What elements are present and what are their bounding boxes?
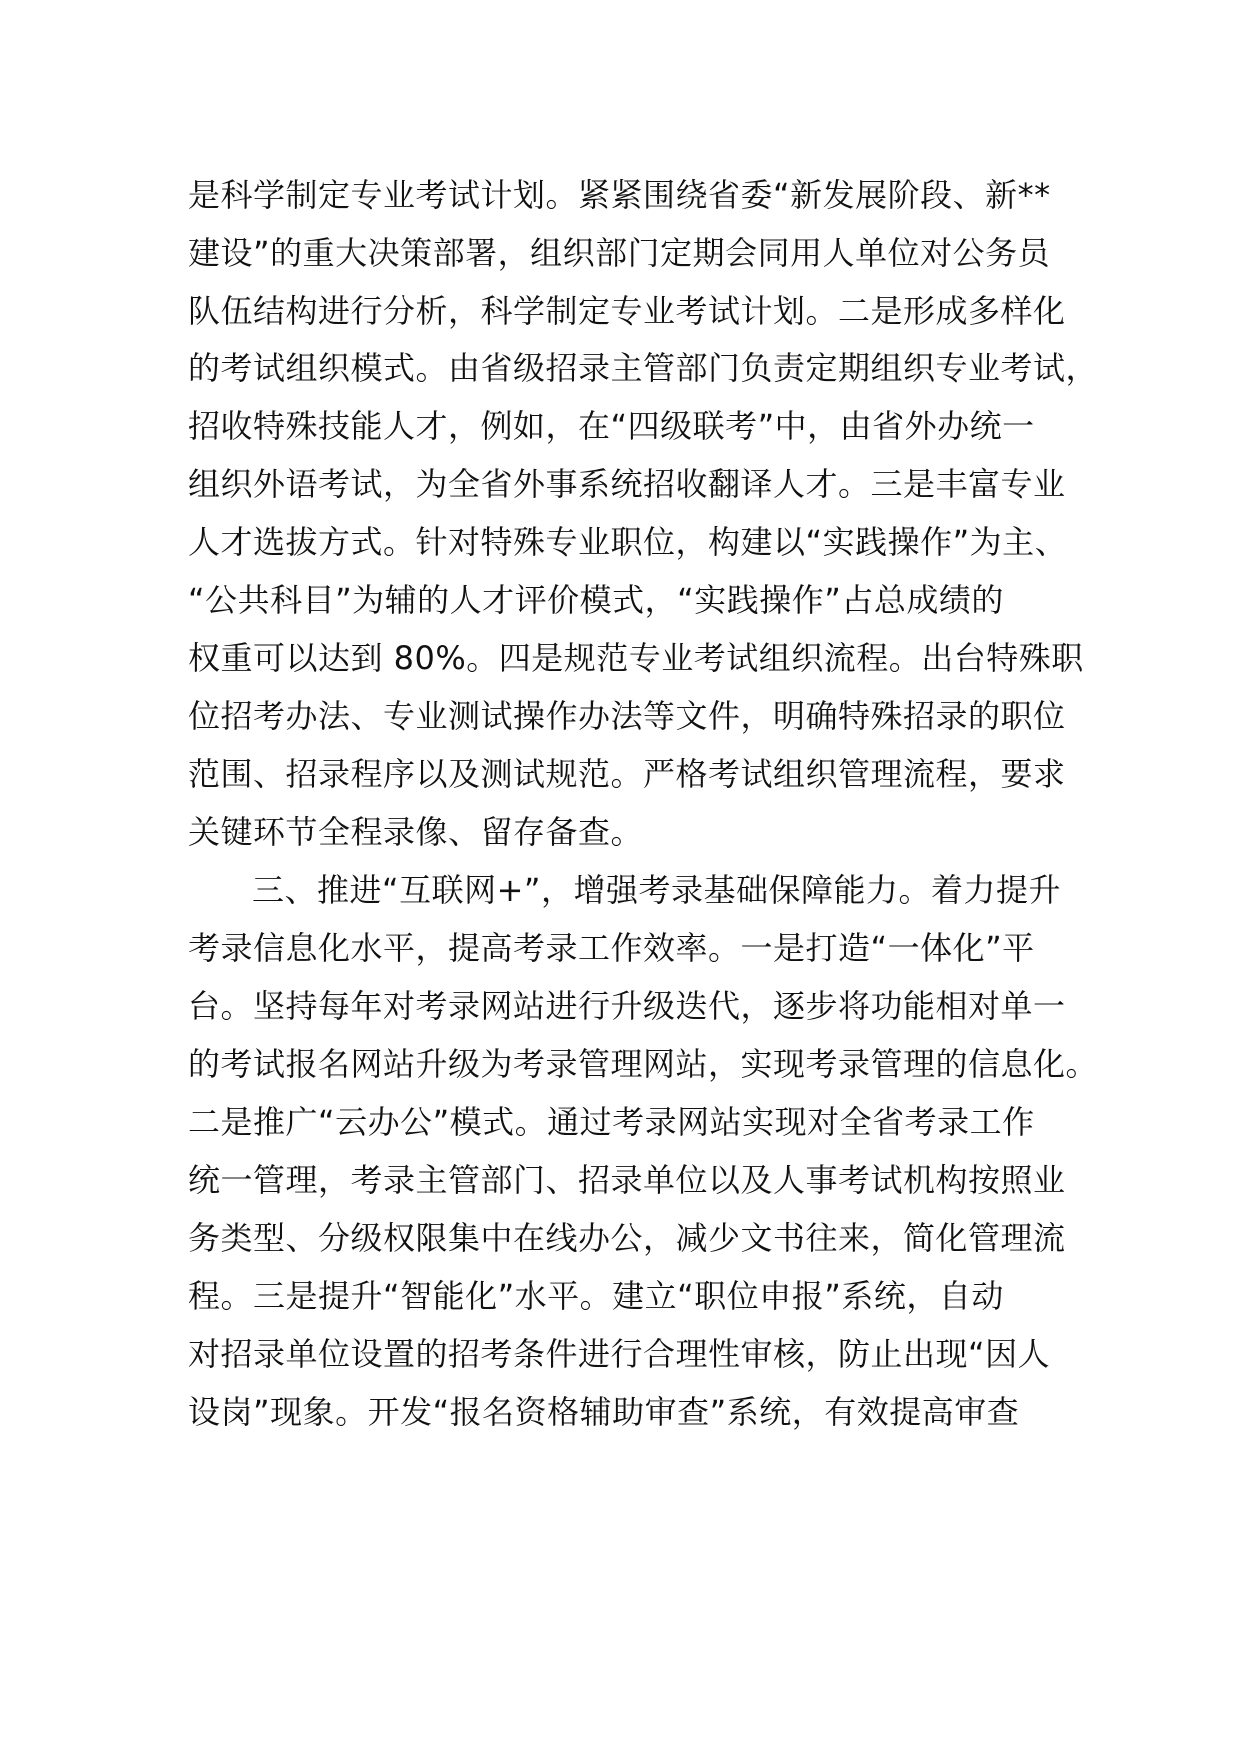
text-line: 台。坚持每年对考录网站进行升级迭代，逐步将功能相对单一 bbox=[188, 987, 1066, 1025]
text-line: 二是推广“云办公”模式。通过考录网站实现对全省考录工作 bbox=[188, 1103, 1035, 1141]
text-line: 关键环节全程录像、留存备查。 bbox=[188, 813, 644, 851]
text-line: 是科学制定专业考试计划。紧紧围绕省委“新发展阶段、新** bbox=[188, 176, 1051, 214]
text-line: 对招录单位设置的招考条件进行合理性审核，防止出现“因人 bbox=[188, 1335, 1051, 1373]
text-line: 权重可以达到 80%。四是规范专业考试组织流程。出台特殊职 bbox=[188, 639, 1084, 677]
text-line: 务类型、分级权限集中在线办公，减少文书往来，简化管理流 bbox=[188, 1219, 1066, 1257]
text-line: 招收特殊技能人才，例如，在“四级联考”中，由省外办统一 bbox=[188, 407, 1035, 445]
text-line: 人才选拔方式。针对特殊专业职位，构建以“实践操作”为主、 bbox=[188, 523, 1068, 561]
text-line: “公共科目”为辅的人才评价模式，“实践操作”占总成绩的 bbox=[188, 581, 1004, 619]
text-line: 程。三是提升“智能化”水平。建立“职位申报”系统，自动 bbox=[188, 1277, 1004, 1315]
text-line: 队伍结构进行分析，科学制定专业考试计划。二是形成多样化 bbox=[188, 292, 1066, 330]
text-line: 位招考办法、专业测试操作办法等文件，明确特殊招录的职位 bbox=[188, 697, 1066, 735]
paragraph-first-line: 三、推进“互联网+”，增强考录基础保障能力。着力提升 bbox=[252, 871, 1061, 909]
text-line: 的考试报名网站升级为考录管理网站，实现考录管理的信息化。 bbox=[188, 1045, 1099, 1083]
text-line: 统一管理，考录主管部门、招录单位以及人事考试机构按照业 bbox=[188, 1161, 1066, 1199]
text-line: 范围、招录程序以及测试规范。严格考试组织管理流程，要求 bbox=[188, 755, 1066, 793]
text-line: 的考试组织模式。由省级招录主管部门负责定期组织专业考试， bbox=[188, 349, 1099, 387]
text-line: 考录信息化水平，提高考录工作效率。一是打造“一体化”平 bbox=[188, 929, 1035, 967]
text-line: 设岗”现象。开发“报名资格辅助审查”系统，有效提高审查 bbox=[188, 1393, 1020, 1431]
text-line: 组织外语考试，为全省外事系统招收翻译人才。三是丰富专业 bbox=[188, 465, 1066, 503]
text-line: 建设”的重大决策部署，组织部门定期会同用人单位对公务员 bbox=[188, 234, 1051, 272]
